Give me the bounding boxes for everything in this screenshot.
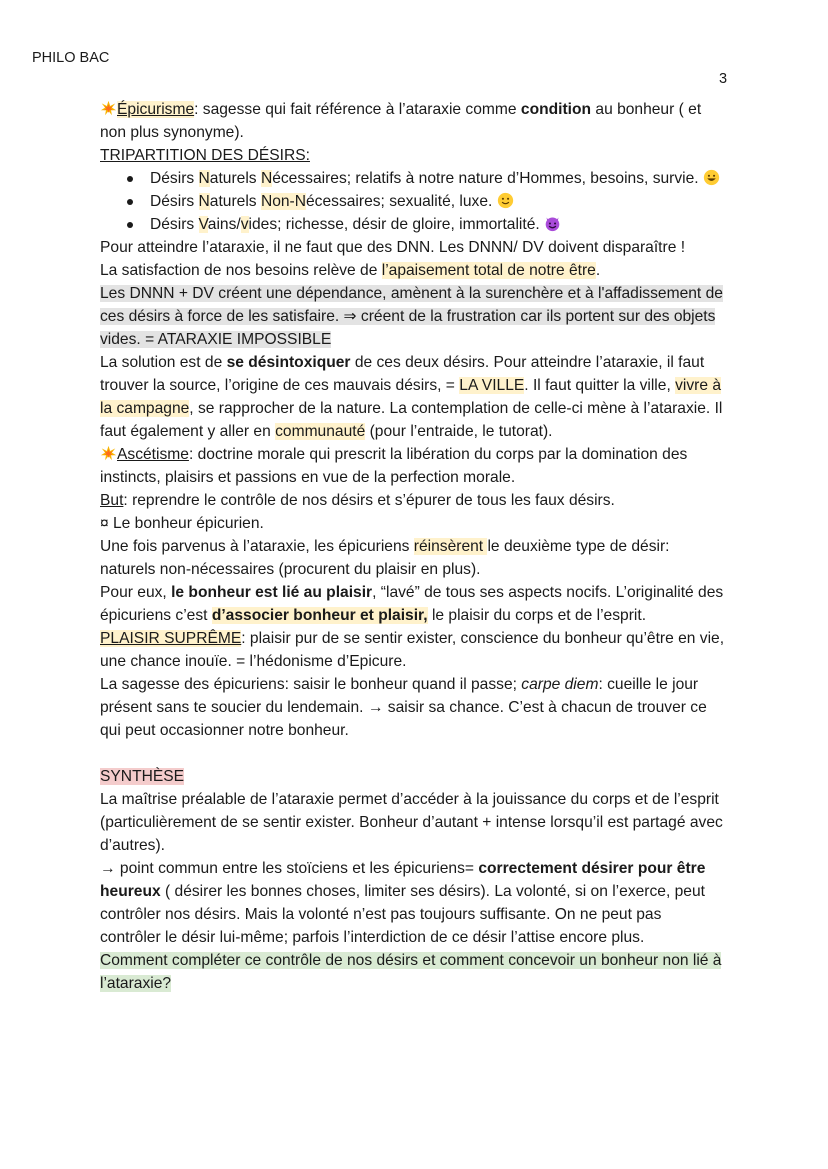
paragraph: PLAISIR SUPRÊME: plaisir pur de se sentir exister, conscience du bonheur qu’être en vie, une chance inouïe. = l’hédonisme d’Epicure. xyxy=(100,630,725,670)
section-heading: ¤ Le bonheur épicurien. xyxy=(100,515,264,532)
tripartition-title: TRIPARTITION DES DÉSIRS: xyxy=(100,147,310,164)
paragraph: Une fois parvenus à l’ataraxie, les épicuriens réinsèrent le deuxième type de désir: naturels non-nécessaires (procurent du plaisir en plus). xyxy=(100,538,670,578)
paragraph: Pour eux, le bonheur est lié au plaisir, “lavé” de tous ses aspects nocifs. L’originalité des épicuriens c’est d’associer bonheur et plaisir, le plaisir du corps et de l’esprit. xyxy=(100,584,724,624)
list-item: Désirs Naturels Nécessaires; relatifs à notre nature d’Hommes, besoins, survie. xyxy=(150,167,725,190)
paragraph: La satisfaction de nos besoins relève de l’apaisement total de notre être. xyxy=(100,262,601,279)
document-body xyxy=(100,98,725,995)
paragraph: La sagesse des épicuriens: saisir le bonheur quand il passe; carpe diem: cueille le jour présent sans te soucier du lendemain. → saisir sa chance. C’est à chacun de trouver ce qui peut occasionner notre bonheur. xyxy=(100,676,707,739)
paragraph: Pour atteindre l’ataraxie, il ne faut que des DNN. Les DNNN/ DV doivent disparaître ! xyxy=(100,239,686,256)
paragraph: Les DNNN + DV créent une dépendance, amènent à la surenchère et à l'affadissement de ces désirs à force de les satisfaire. ⇒ créent de la frustration car ils portent sur des objets vides. = ATARAXIE IMPOSSIBLE xyxy=(100,285,723,348)
paragraph: But: reprendre le contrôle de nos désirs et s’épurer de tous les faux désirs. xyxy=(100,492,615,509)
desires-list xyxy=(100,167,725,236)
synthese-title: SYNTHÈSE xyxy=(100,768,185,785)
epicurisme-term: Épicurisme xyxy=(117,101,195,118)
document-header: PHILO BAC xyxy=(32,50,110,66)
ascetisme-definition: Ascétisme: doctrine morale qui prescrit la libération du corps par la domination des instincts, plaisirs et passions en vue de la perfection morale. xyxy=(100,446,688,486)
paragraph: La maîtrise préalable de l’ataraxie permet d’accéder à la jouissance du corps et de l’esprit (particulièrement de se sentir exister. Bonheur d’autant + intense lorsqu’il est partagé avec d’autres). xyxy=(100,791,723,854)
paragraph: → point commun entre les stoïciens et les épicuriens= correctement désirer pour être heureux ( désirer les bonnes choses, limiter ses désirs). La volonté, si on l’exerce, peut contrôler nos désirs. Mais la volonté n’est pas toujours suffisante. On ne peut pas contrôler le désir lui-même; parfois l’interdiction de ce désir l’attise encore plus. xyxy=(100,860,706,946)
paragraph: La solution est de se désintoxiquer de ces deux désirs. Pour atteindre l’ataraxie, il faut trouver la source, l’origine de ces mauvais désirs, = LA VILLE. Il faut quitter la ville, vivre à la campagne, se rapprocher de la nature. La contemplation de celle-ci mène à l’ataraxie. Il faut également y aller en communauté (pour l’entraide, le tutorat). xyxy=(100,354,723,440)
synthese-question: Comment compléter ce contrôle de nos désirs et comment concevoir un bonheur non lié à l’ataraxie? xyxy=(100,952,722,992)
list-item: Désirs Naturels Non-Nécessaires; sexualité, luxe. xyxy=(150,190,725,213)
spacer xyxy=(100,742,725,765)
slightly-smiling-face-icon xyxy=(497,192,514,209)
page-number: 3 xyxy=(719,71,728,87)
grinning-face-icon xyxy=(703,169,720,186)
collision-icon xyxy=(100,445,117,462)
list-item: Désirs Vains/vides; richesse, désir de gloire, immortalité. xyxy=(150,213,725,236)
collision-icon xyxy=(100,100,117,117)
ascetisme-term: Ascétisme xyxy=(117,446,189,463)
epicurisme-definition: Épicurisme: sagesse qui fait référence à l’ataraxie comme condition au bonheur ( et non plus synonyme). xyxy=(100,101,702,141)
smiling-devil-icon xyxy=(544,215,561,232)
